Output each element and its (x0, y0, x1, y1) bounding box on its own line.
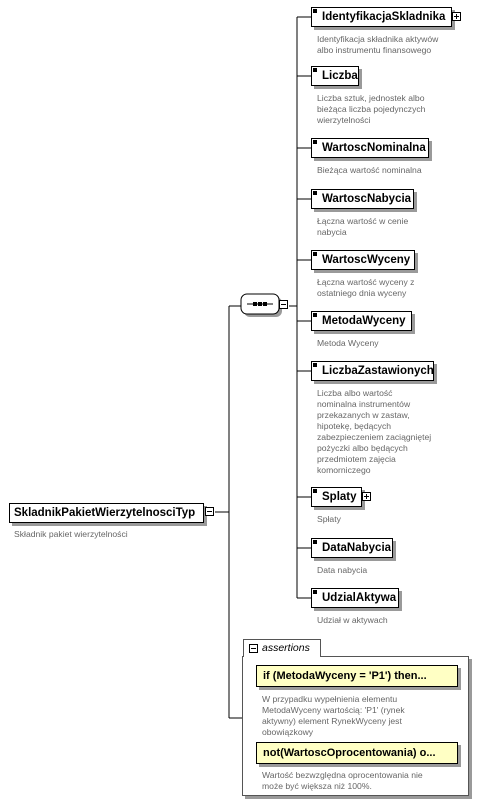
element-marker-icon (313, 363, 317, 367)
element-marker-icon (313, 313, 317, 317)
element-8-name: Splaty (322, 491, 357, 503)
element-3-description-line: Bieżąca wartość nominalna (317, 165, 422, 175)
element-7-description-line: pożyczki albo będących (317, 443, 408, 453)
element-marker-icon (313, 9, 317, 13)
element-marker-icon (313, 68, 317, 72)
element-2-description-line: wierzytelności (317, 115, 371, 125)
element-4-description-line: Łączna wartość w cenie (317, 216, 409, 226)
element-10-description (317, 615, 388, 626)
element-4-box[interactable] (311, 189, 414, 209)
element-2-description-line: bieżąca liczba pojedynczych (317, 104, 426, 114)
element-2-name: Liczba (322, 70, 358, 82)
assertion-desc-2-line: może być większa niż 100%. (262, 781, 372, 791)
element-3-name: WartoscNominalna (322, 142, 426, 154)
element-6-description-line: Metoda Wyceny (317, 338, 379, 348)
assertion-desc-1-line: MetodaWyceny wartością: 'P1' (rynek (262, 705, 405, 715)
element-marker-icon (313, 252, 317, 256)
element-9-description-line: Data nabycia (317, 565, 368, 575)
element-marker-icon (313, 489, 317, 493)
element-6-box[interactable] (311, 311, 412, 331)
element-10-name: UdzialAktywa (322, 592, 397, 604)
element-1-box[interactable] (311, 7, 452, 27)
root-type-name: SkladnikPakietWierzytelnosciTyp (14, 507, 196, 519)
element-4-description-line: nabycia (317, 227, 347, 237)
element-9-description (317, 565, 367, 576)
element-7-description-line: przedmiotem zajęcia (317, 454, 396, 464)
element-2-description (317, 93, 425, 126)
sequence-compositor (241, 294, 282, 317)
element-10-box[interactable] (311, 588, 399, 608)
element-marker-icon (313, 590, 317, 594)
element-5-description (317, 277, 414, 299)
element-7-description-line: nominalna instrumentów (317, 399, 411, 409)
assertions-title: assertions (262, 642, 310, 654)
element-7-description (317, 388, 431, 476)
element-10-description-line: Udział w aktywach (317, 615, 388, 625)
element-7-description-line: przekazanych w zastaw, (317, 410, 410, 420)
element-1-description-line: Identyfikacja składnika aktywów (317, 34, 439, 44)
root-type-description: Składnik pakiet wierzytelności (14, 529, 128, 539)
element-8-expand-icon[interactable] (362, 492, 371, 501)
sequence-collapse-icon[interactable] (279, 300, 288, 309)
element-1-description (317, 34, 438, 56)
element-4-name: WartoscNabycia (322, 193, 412, 205)
element-1-name: IdentyfikacjaSkladnika (322, 11, 446, 23)
element-marker-icon (313, 191, 317, 195)
element-7-box[interactable] (311, 361, 434, 381)
root-type-box[interactable] (9, 503, 204, 523)
element-6-description (317, 338, 379, 349)
element-7-description-line: komorniczego (317, 465, 371, 475)
element-4-description (317, 216, 408, 238)
element-7-name: LiczbaZastawionych (322, 365, 434, 377)
element-8-description-line: Spłaty (317, 514, 341, 524)
element-1-expand-icon[interactable] (452, 12, 461, 21)
assertions-tab[interactable] (243, 639, 321, 657)
root-collapse-icon[interactable] (205, 507, 214, 516)
element-marker-icon (313, 540, 317, 544)
element-9-name: DataNabycia (322, 542, 392, 554)
assertions-collapse-icon[interactable] (249, 644, 258, 653)
element-5-description-line: Łączna wartość wyceny z (317, 277, 415, 287)
element-7-description-line: Liczba albo wartość (317, 388, 393, 398)
assertion-expr-1: if (MetodaWyceny = 'P1') then... (263, 670, 427, 682)
assertion-box-1[interactable] (256, 665, 458, 687)
element-7-description-line: hipotekę, będących (317, 421, 392, 431)
element-9-box[interactable] (311, 538, 393, 558)
element-marker-icon (313, 140, 317, 144)
element-3-box[interactable] (311, 138, 429, 158)
assertion-description-1 (262, 694, 405, 738)
assertion-desc-1-line: aktywny) element RynekWyceny jest (262, 716, 402, 726)
element-6-name: MetodaWyceny (322, 315, 406, 327)
element-5-name: WartoscWyceny (322, 254, 411, 266)
element-3-description (317, 165, 422, 176)
assertion-description-2 (262, 770, 423, 792)
assertion-desc-1-line: obowiązkowy (262, 727, 314, 737)
element-2-description-line: Liczba sztuk, jednostek albo (317, 93, 425, 103)
assertion-desc-1-line: W przypadku wypełnienia elementu (262, 694, 398, 704)
element-8-description (317, 514, 341, 525)
element-5-description-line: ostatniego dnia wyceny (317, 288, 407, 298)
element-1-description-line: albo instrumentu finansowego (317, 45, 432, 55)
element-8-box[interactable] (311, 487, 362, 507)
element-7-description-line: zabezpieczeniem zaciągniętej (317, 432, 432, 442)
element-2-box[interactable] (311, 66, 359, 86)
assertion-expr-2: not(WartoscOprocentowania) o... (263, 747, 436, 759)
assertion-box-2[interactable] (256, 742, 458, 764)
assertion-desc-2-line: Wartość bezwzględna oprocentowania nie (262, 770, 423, 780)
element-5-box[interactable] (311, 250, 415, 270)
